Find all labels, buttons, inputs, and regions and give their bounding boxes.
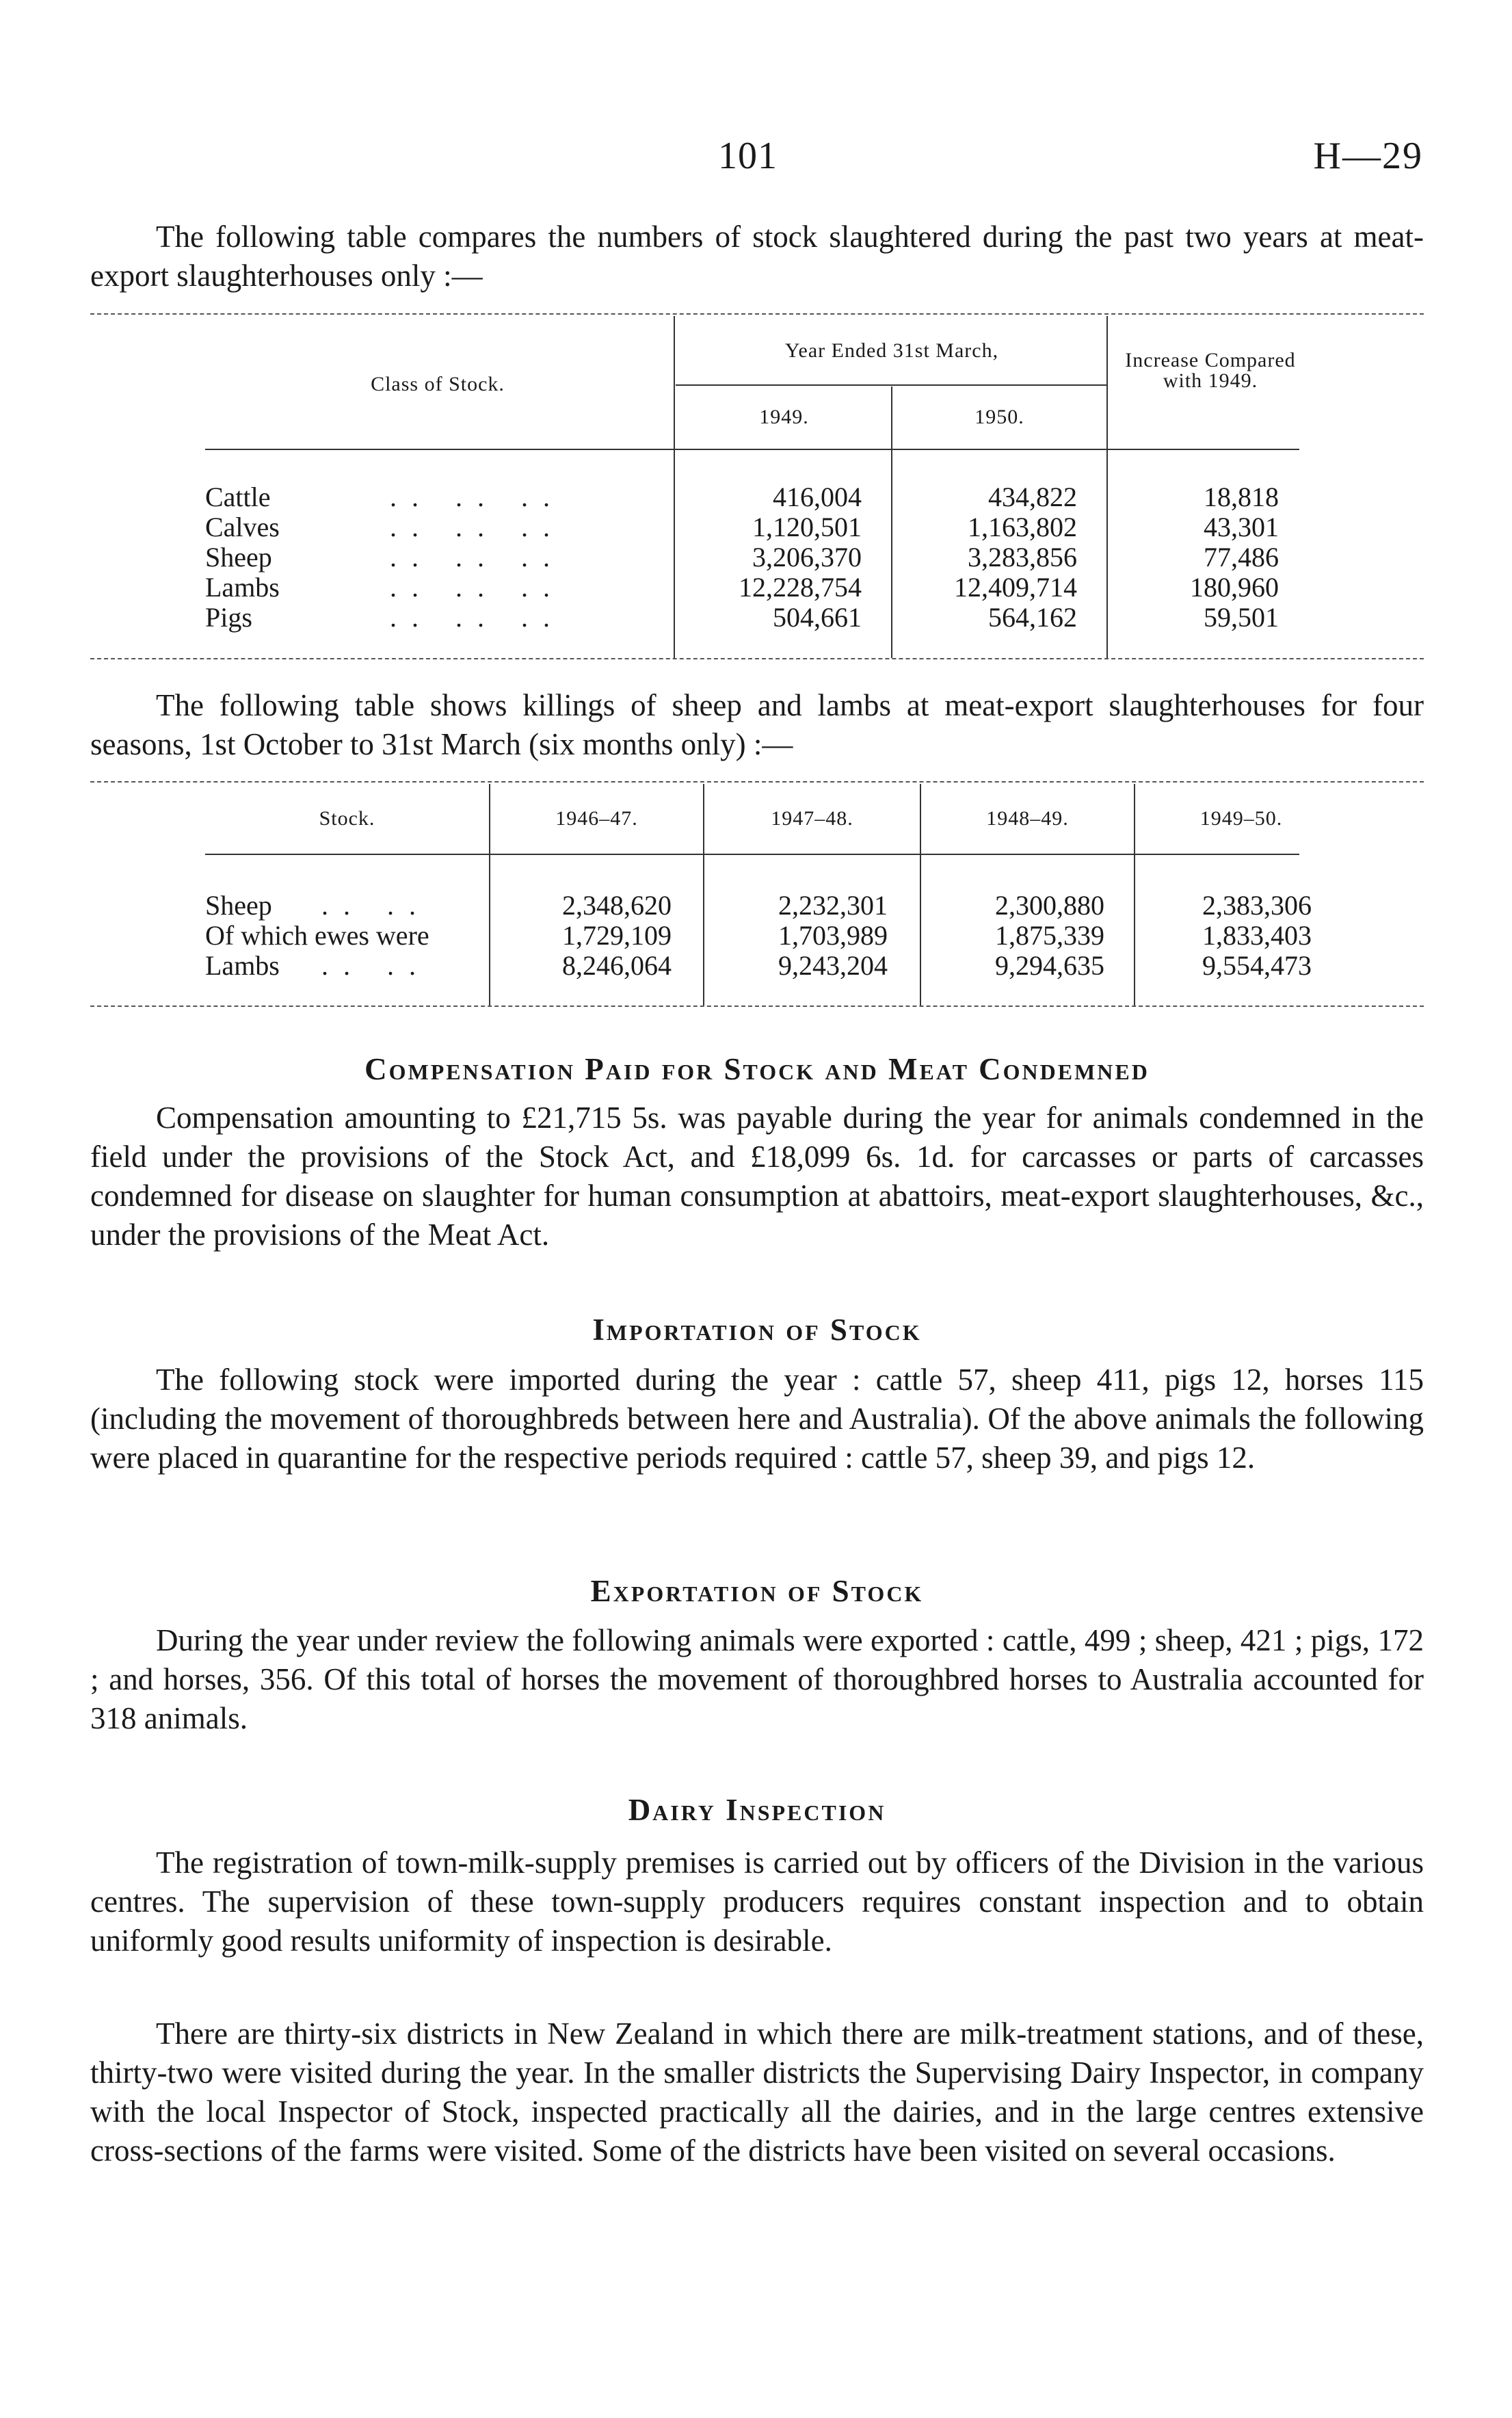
exportation-paragraph: During the year under review the following animals were exported : cattle, 499 ; sheep, 421 ; pigs, 172 ; and horses, 356. Of this total of horses the movement of thoroughbred horses to Australia accounted for 318 animals.	[90, 1623, 1424, 1735]
season-value: 1,703,989	[778, 920, 888, 951]
season-value: 2,300,880	[995, 890, 1104, 921]
table1-vline-1	[674, 316, 675, 658]
table1-col-1949: 1949.	[759, 406, 809, 428]
row-label: Calves	[205, 512, 280, 542]
value-1949: 1,120,501	[752, 512, 862, 542]
value-1949: 416,004	[773, 482, 862, 512]
table1-top-rule	[90, 313, 1424, 315]
season-value: 2,383,306	[1202, 890, 1312, 921]
table1-increase-header: Increase Compared with 1949.	[1125, 349, 1296, 392]
season-value: 9,294,635	[995, 950, 1104, 981]
season-value: 1,729,109	[562, 920, 672, 951]
dairy-paragraph-1: The registration of town-milk-supply premises is carried out by officers of the Division in the various centres. The supervision of these town-supply producers requires constant inspection and to obtain uniformly good results uniformity of inspection is desirable.	[90, 1845, 1424, 1958]
value-increase: 180,960	[1190, 572, 1279, 603]
table2-season-header: 1946–47.	[555, 807, 638, 830]
table1-year-header: Year Ended 31st March,	[784, 339, 999, 362]
table2-bottom-rule	[90, 1006, 1424, 1007]
season-value: 9,554,473	[1202, 950, 1312, 981]
value-increase: 18,818	[1204, 482, 1279, 512]
value-1950: 1,163,802	[968, 512, 1077, 542]
table2-season-header: 1947–48.	[771, 807, 853, 830]
season-value: 1,875,339	[995, 920, 1104, 951]
leader-dots: .. .. ..	[390, 512, 565, 542]
value-1950: 564,162	[988, 602, 1077, 633]
value-1949: 504,661	[773, 602, 862, 633]
season-value: 9,243,204	[778, 950, 888, 981]
season-value: 2,232,301	[778, 890, 888, 921]
leader-dots: .. .. ..	[390, 482, 565, 512]
table1-bottom-rule	[90, 658, 1424, 659]
table1-col-1950: 1950.	[974, 406, 1024, 428]
table2-stock-header: Stock.	[319, 807, 375, 830]
compensation-heading: Compensation Paid for Stock and Meat Condemned	[364, 1052, 1150, 1086]
table2-season-header: 1949–50.	[1199, 807, 1283, 830]
table1-year-subrule	[676, 384, 1106, 386]
row-label: Sheep	[205, 890, 272, 921]
leader-dots: .. .. ..	[390, 572, 565, 603]
value-1950: 12,409,714	[954, 572, 1077, 603]
value-increase: 43,301	[1204, 512, 1279, 542]
leader-dots: .. ..	[321, 890, 431, 921]
table1-class-header: Class of Stock.	[371, 373, 505, 395]
table2-header-rule	[205, 854, 1299, 855]
row-label: Of which ewes were	[205, 920, 429, 951]
dairy-paragraph-2: There are thirty-six districts in New Zealand in which there are milk-treatment stations, and of these, thirty-two were visited during the year. In the smaller districts the Supervising Dairy Inspector, in company with the local Inspector of Stock, inspected practically all the dairies, and in the large centres extensive cross-sections of the farms were visited. Some of the districts have been visited on several occasions.	[90, 2016, 1424, 2168]
value-1949: 3,206,370	[752, 542, 862, 573]
leader-dots: .. .. ..	[390, 542, 565, 573]
value-increase: 77,486	[1204, 542, 1279, 573]
leader-dots: .. .. ..	[390, 602, 565, 633]
row-label: Sheep	[205, 542, 272, 573]
table1-header-rule	[205, 449, 1299, 450]
value-1950: 434,822	[988, 482, 1077, 512]
intro-paragraph-2: The following table shows killings of sheep and lambs at meat-export slaughterhouses for four seasons, 1st October to 31st March (six months only) :—	[90, 688, 1424, 761]
value-increase: 59,501	[1204, 602, 1279, 633]
page-number: 101	[718, 135, 778, 177]
dairy-inspection-heading: Dairy Inspection	[628, 1793, 886, 1827]
document-reference: H—29	[1313, 135, 1423, 177]
row-label: Cattle	[205, 482, 271, 512]
intro-paragraph-1: The following table compares the numbers of stock slaughtered during the past two years at meat-export slaughterhouses only :—	[90, 220, 1424, 293]
row-label: Lambs	[205, 572, 280, 603]
value-1950: 3,283,856	[968, 542, 1077, 573]
row-label: Pigs	[205, 602, 252, 633]
season-value: 2,348,620	[562, 890, 672, 921]
season-value: 1,833,403	[1202, 920, 1312, 951]
leader-dots: .. ..	[321, 950, 431, 981]
exportation-heading: Exportation of Stock	[590, 1574, 924, 1608]
compensation-paragraph: Compensation amounting to £21,715 5s. was payable during the year for animals condemned in the field under the provisions of the Stock Act, and £18,099 6s. 1d. for carcasses or parts of carcasses condemned for disease on slaughter for human consumption at abattoirs, meat-export slaughterhouses, &c., under the provisions of the Meat Act.	[90, 1101, 1424, 1252]
season-value: 8,246,064	[562, 950, 672, 981]
table2-top-rule	[90, 781, 1424, 783]
value-1949: 12,228,754	[739, 572, 862, 603]
table2-season-header: 1948–49.	[986, 807, 1069, 830]
importation-paragraph: The following stock were imported during the year : cattle 57, sheep 411, pigs 12, horses 115 (including the movement of thoroughbreds between here and Australia). Of the above animals the following were placed in quarantine for the respective periods required : cattle 57, sheep 39, and pigs 12.	[90, 1363, 1424, 1475]
importation-heading: Importation of Stock	[592, 1313, 922, 1347]
row-label: Lambs	[205, 950, 280, 981]
